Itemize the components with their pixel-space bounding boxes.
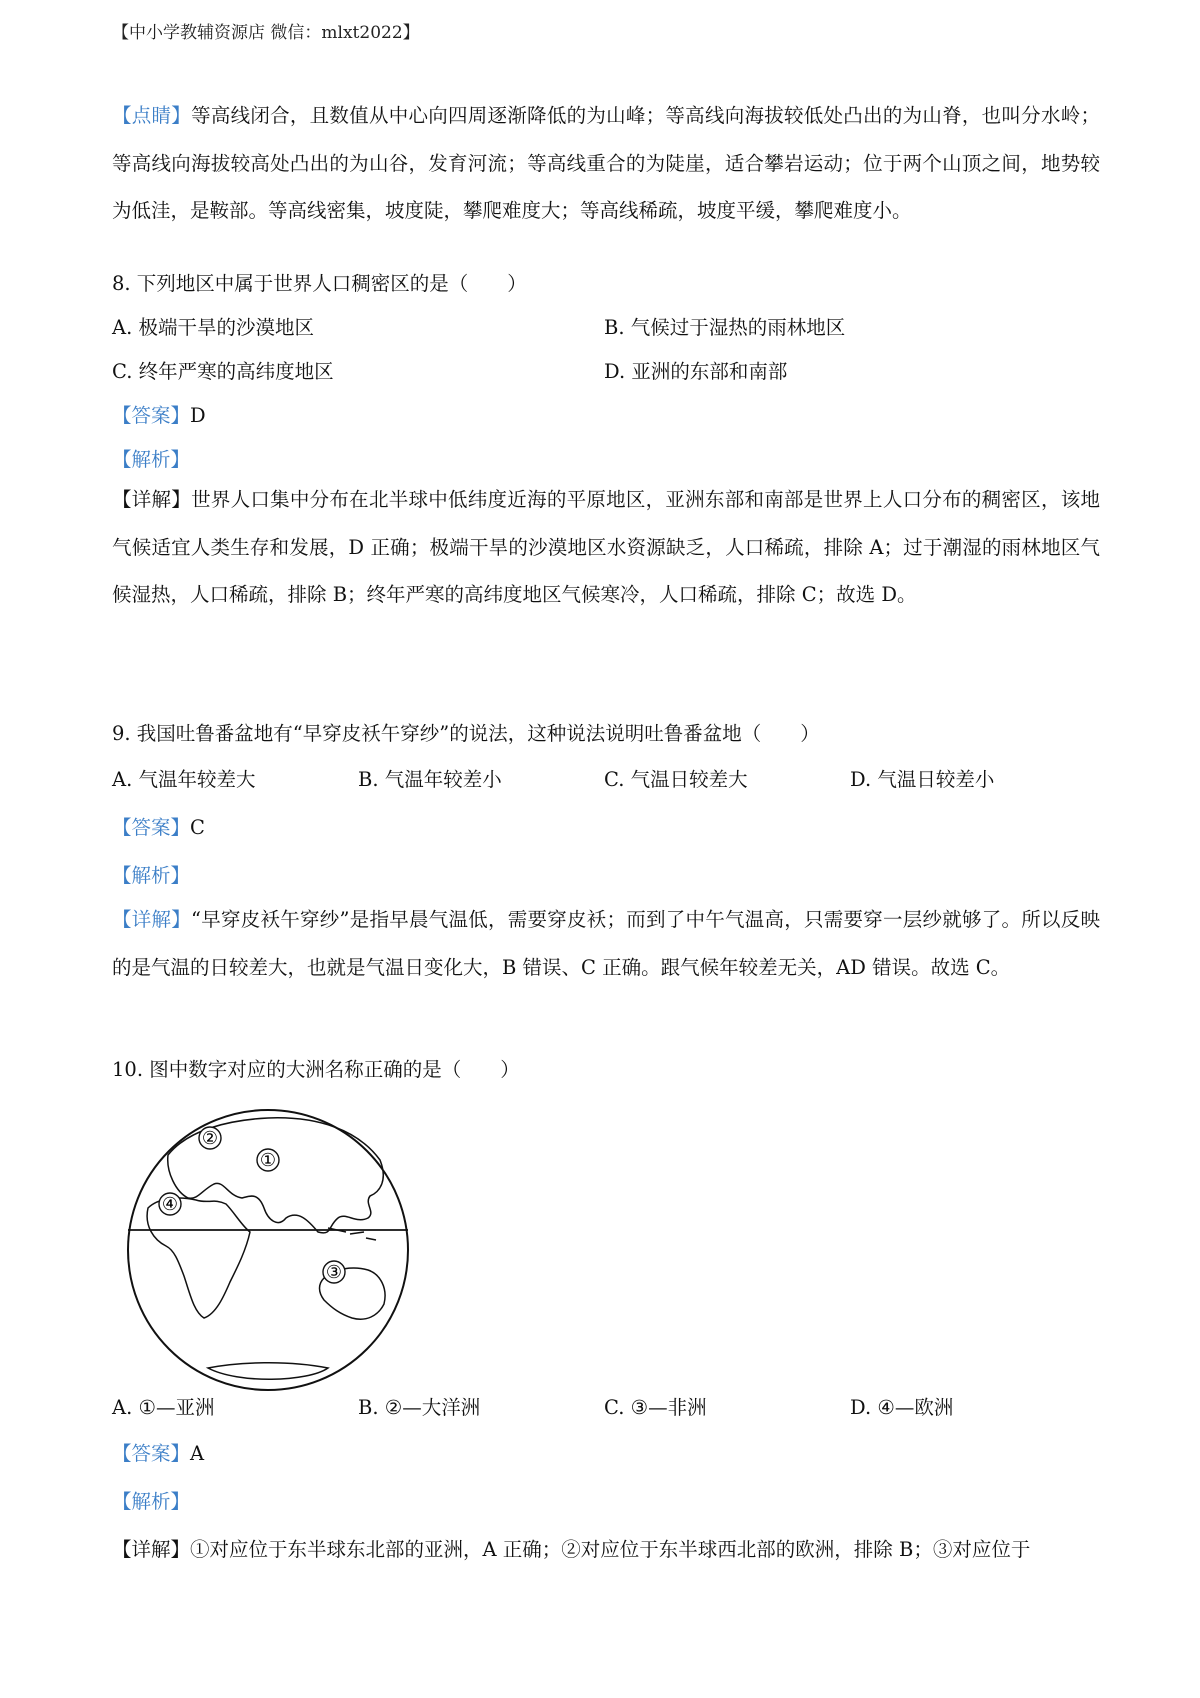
q10-detail-text: ①对应位于东半球东北部的亚洲，A 正确；②对应位于东半球西北部的欧洲，排除 B；③对应位于 bbox=[190, 1538, 1031, 1561]
tip-paragraph bbox=[112, 92, 1100, 235]
q10-option-b: B. ②—大洋洲 bbox=[358, 1396, 481, 1419]
q8-option-c: C. 终年严寒的高纬度地区 bbox=[112, 360, 334, 383]
q8-detail-label: 【详解】 bbox=[112, 488, 192, 511]
q10-stem: 10. 图中数字对应的大洲名称正确的是（ ） bbox=[112, 1058, 520, 1081]
q9-detail bbox=[112, 896, 1100, 991]
q9-answer-label: 【答案】 bbox=[112, 816, 191, 839]
q10-answer-value: A bbox=[190, 1442, 205, 1465]
world-map-eastern-hemisphere bbox=[118, 1100, 418, 1400]
q9-answer bbox=[112, 812, 205, 840]
q9-answer-value: C bbox=[190, 816, 205, 839]
tip-label: 【点睛】 bbox=[112, 104, 192, 127]
q10-option-a: A. ①—亚洲 bbox=[112, 1396, 215, 1419]
q9-option-c: C. 气温日较差大 bbox=[604, 768, 748, 791]
map-label-3: ③ bbox=[325, 1262, 343, 1283]
q8-detail-text: 世界人口集中分布在北半球中低纬度近海的平原地区，亚洲东部和南部是世界上人口分布的稠密区，该地气候适宜人类生存和发展，D 正确；极端干旱的沙漠地区水资源缺乏，人口稀疏，排除 A；过于潮湿的雨林地区气候湿热，人口稀疏，排除 B；终年严寒的高纬度地区气候寒冷，人口稀疏，排除 C；故选 D。 bbox=[112, 488, 1100, 606]
q10-answer bbox=[112, 1438, 204, 1466]
q9-detail-text: “早穿皮袄午穿纱”是指早晨气温低，需要穿皮袄；而到了中午气温高，只需要穿一层纱就够了。所以反映的是气温的日较差大，也就是气温日变化大，B 错误、C 正确。跟气候年较差无关，AD 错误。故选 C。 bbox=[112, 908, 1100, 979]
q10-answer-label: 【答案】 bbox=[112, 1442, 191, 1465]
q8-answer-label: 【答案】 bbox=[112, 404, 191, 427]
q8-stem: 8. 下列地区中属于世界人口稠密区的是（ ） bbox=[112, 272, 527, 295]
map-label-4: ④ bbox=[161, 1194, 179, 1215]
q8-answer bbox=[112, 400, 206, 428]
q8-option-b: B. 气候过于湿热的雨林地区 bbox=[604, 316, 846, 339]
q10-option-c: C. ③—非洲 bbox=[604, 1396, 707, 1419]
q8-answer-value: D bbox=[190, 404, 206, 427]
q8-analysis-label: 【解析】 bbox=[112, 448, 191, 471]
header-watermark: 【中小学教辅资源店 微信：mlxt2022】 bbox=[112, 23, 420, 43]
q10-analysis-label: 【解析】 bbox=[112, 1490, 191, 1513]
map-label-1: ① bbox=[259, 1150, 277, 1171]
q8-detail bbox=[112, 476, 1100, 619]
q9-option-a: A. 气温年较差大 bbox=[112, 768, 256, 791]
q10-option-d: D. ④—欧洲 bbox=[850, 1396, 954, 1419]
q9-stem: 9. 我国吐鲁番盆地有“早穿皮袄午穿纱”的说法，这种说法说明吐鲁番盆地（ ） bbox=[112, 722, 820, 745]
q9-option-b: B. 气温年较差小 bbox=[358, 768, 502, 791]
q9-analysis-label: 【解析】 bbox=[112, 864, 191, 887]
q8-option-d: D. 亚洲的东部和南部 bbox=[604, 360, 788, 383]
map-label-2: ② bbox=[201, 1128, 219, 1149]
tip-text: 等高线闭合，且数值从中心向四周逐渐降低的为山峰；等高线向海拔较低处凸出的为山脊，也叫分水岭；等高线向海拔较高处凸出的为山谷，发育河流；等高线重合的为陡崖，适合攀岩运动；位于两个山顶之间，地势较为低洼，是鞍部。等高线密集，坡度陡，攀爬难度大；等高线稀疏，坡度平缓，攀爬难度小。 bbox=[112, 104, 1100, 222]
q9-detail-label: 【详解】 bbox=[112, 908, 192, 931]
q10-detail-label: 【详解】 bbox=[112, 1538, 191, 1561]
q8-option-a: A. 极端干旱的沙漠地区 bbox=[112, 316, 314, 339]
q9-option-d: D. 气温日较差小 bbox=[850, 768, 995, 791]
q10-detail bbox=[112, 1534, 1030, 1562]
